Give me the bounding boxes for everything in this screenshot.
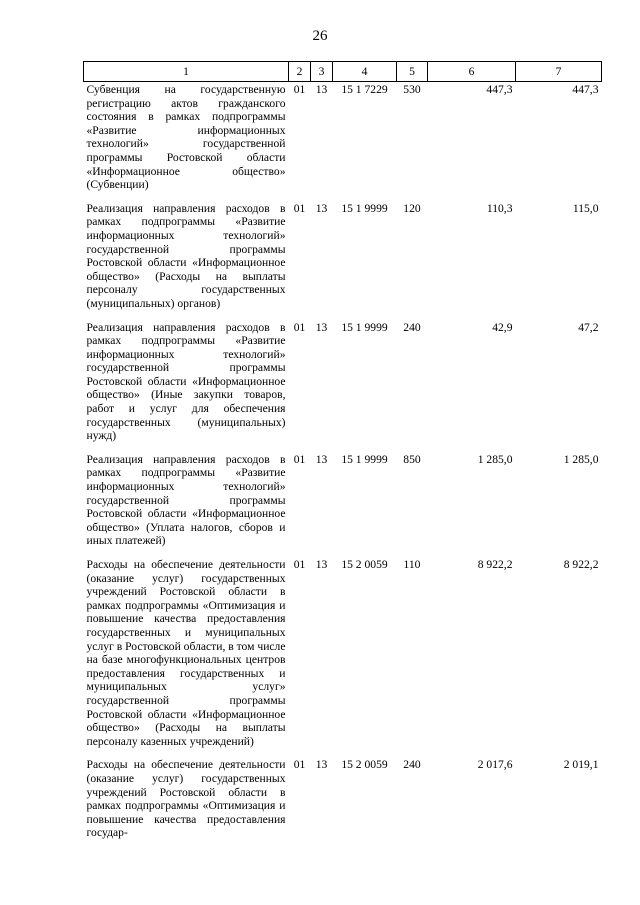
amount-year-1: 1 285,0 xyxy=(477,452,513,466)
column-header: 4 xyxy=(333,62,397,82)
table-row xyxy=(84,320,602,452)
row-description: Субвенция на государственную регистрацию актов гражданского состояния в рамках подпрограммы «Развитие информационных технологий» государственной программы Ростовской области «Информационное общество» (Субвенции) xyxy=(86,83,286,192)
table-row xyxy=(84,201,602,320)
column-header: 2 xyxy=(289,62,311,82)
subsection-code: 13 xyxy=(315,558,328,571)
amount-year-2: 8 922,2 xyxy=(563,558,599,571)
column-header: 5 xyxy=(397,62,428,82)
expense-type-code: 850 xyxy=(403,452,421,466)
amount-year-1: 2 017,6 xyxy=(477,758,513,772)
subsection-code: 13 xyxy=(315,452,328,466)
target-article-code: 15 1 7229 xyxy=(341,83,388,96)
subsection-code: 13 xyxy=(315,83,328,96)
expense-type-code: 240 xyxy=(403,320,421,334)
row-description: Расходы на обеспечение деятельности (оказание услуг) государственных учреждений Ростовской области в рамках подпрограммы «Оптимизация и повышение качества предоставления государственных и муниципальных услуг в Ростовской области, в том числе на базе многофункциональных центров предоставления государственных и муниципальных услуг» государственной программы Ростовской области «Информационное общество» (Расходы на выплаты персоналу казенных учреждений) xyxy=(86,558,286,748)
row-description: Расходы на обеспечение деятельности (оказание услуг) государственных учреждений Ростовской области в рамках подпрограммы «Оптимизация и повышение качества предоставления государ- xyxy=(86,758,286,840)
amount-year-2: 115,0 xyxy=(572,201,599,215)
row-description: Реализация направления расходов в рамках подпрограммы «Развитие информационных технологий» государственной программы Ростовской области «Информационное общество» (Уплата налогов, сборов и иных платежей) xyxy=(86,452,286,548)
column-header: 7 xyxy=(516,62,602,82)
budget-table xyxy=(83,61,602,849)
expense-type-code: 110 xyxy=(403,558,421,571)
target-article-code: 15 1 9999 xyxy=(341,452,388,466)
header-row xyxy=(84,62,602,82)
amount-year-1: 8 922,2 xyxy=(477,558,513,571)
table-row xyxy=(84,82,602,201)
column-header: 3 xyxy=(311,62,333,82)
table-row xyxy=(84,557,602,757)
target-article-code: 15 2 0059 xyxy=(341,758,388,772)
subsection-code: 13 xyxy=(315,758,328,772)
section-code: 01 xyxy=(293,758,306,772)
amount-year-2: 447,3 xyxy=(572,83,599,96)
row-description: Реализация направления расходов в рамках подпрограммы «Развитие информационных технологий» государственной программы Ростовской области «Информационное общество» (Иные закупки товаров, работ и услуг для обеспечения государственных (муниципальных) нужд) xyxy=(86,320,286,443)
target-article-code: 15 2 0059 xyxy=(341,558,388,571)
row-description: Реализация направления расходов в рамках подпрограммы «Развитие информационных технологий» государственной программы Ростовской области «Информационное общество» (Расходы на выплаты персоналу государственных (муниципальных) органов) xyxy=(86,201,286,310)
amount-year-2: 47,2 xyxy=(578,320,599,334)
column-header: 6 xyxy=(428,62,516,82)
expense-type-code: 240 xyxy=(403,758,421,772)
amount-year-1: 110,3 xyxy=(486,201,513,215)
expense-type-code: 120 xyxy=(403,201,421,215)
amount-year-2: 1 285,0 xyxy=(563,452,599,466)
section-code: 01 xyxy=(293,201,306,215)
section-code: 01 xyxy=(293,320,306,334)
section-code: 01 xyxy=(293,558,306,571)
amount-year-2: 2 019,1 xyxy=(563,758,599,772)
page-number: 26 xyxy=(312,28,328,44)
amount-year-1: 447,3 xyxy=(486,83,513,96)
section-code: 01 xyxy=(293,83,306,96)
table-row xyxy=(84,757,602,849)
subsection-code: 13 xyxy=(315,201,328,215)
target-article-code: 15 1 9999 xyxy=(341,201,388,215)
expense-type-code: 530 xyxy=(403,83,421,96)
amount-year-1: 42,9 xyxy=(492,320,513,334)
target-article-code: 15 1 9999 xyxy=(341,320,388,334)
subsection-code: 13 xyxy=(315,320,328,334)
section-code: 01 xyxy=(293,452,306,466)
table-row xyxy=(84,452,602,557)
column-header: 1 xyxy=(84,62,289,82)
